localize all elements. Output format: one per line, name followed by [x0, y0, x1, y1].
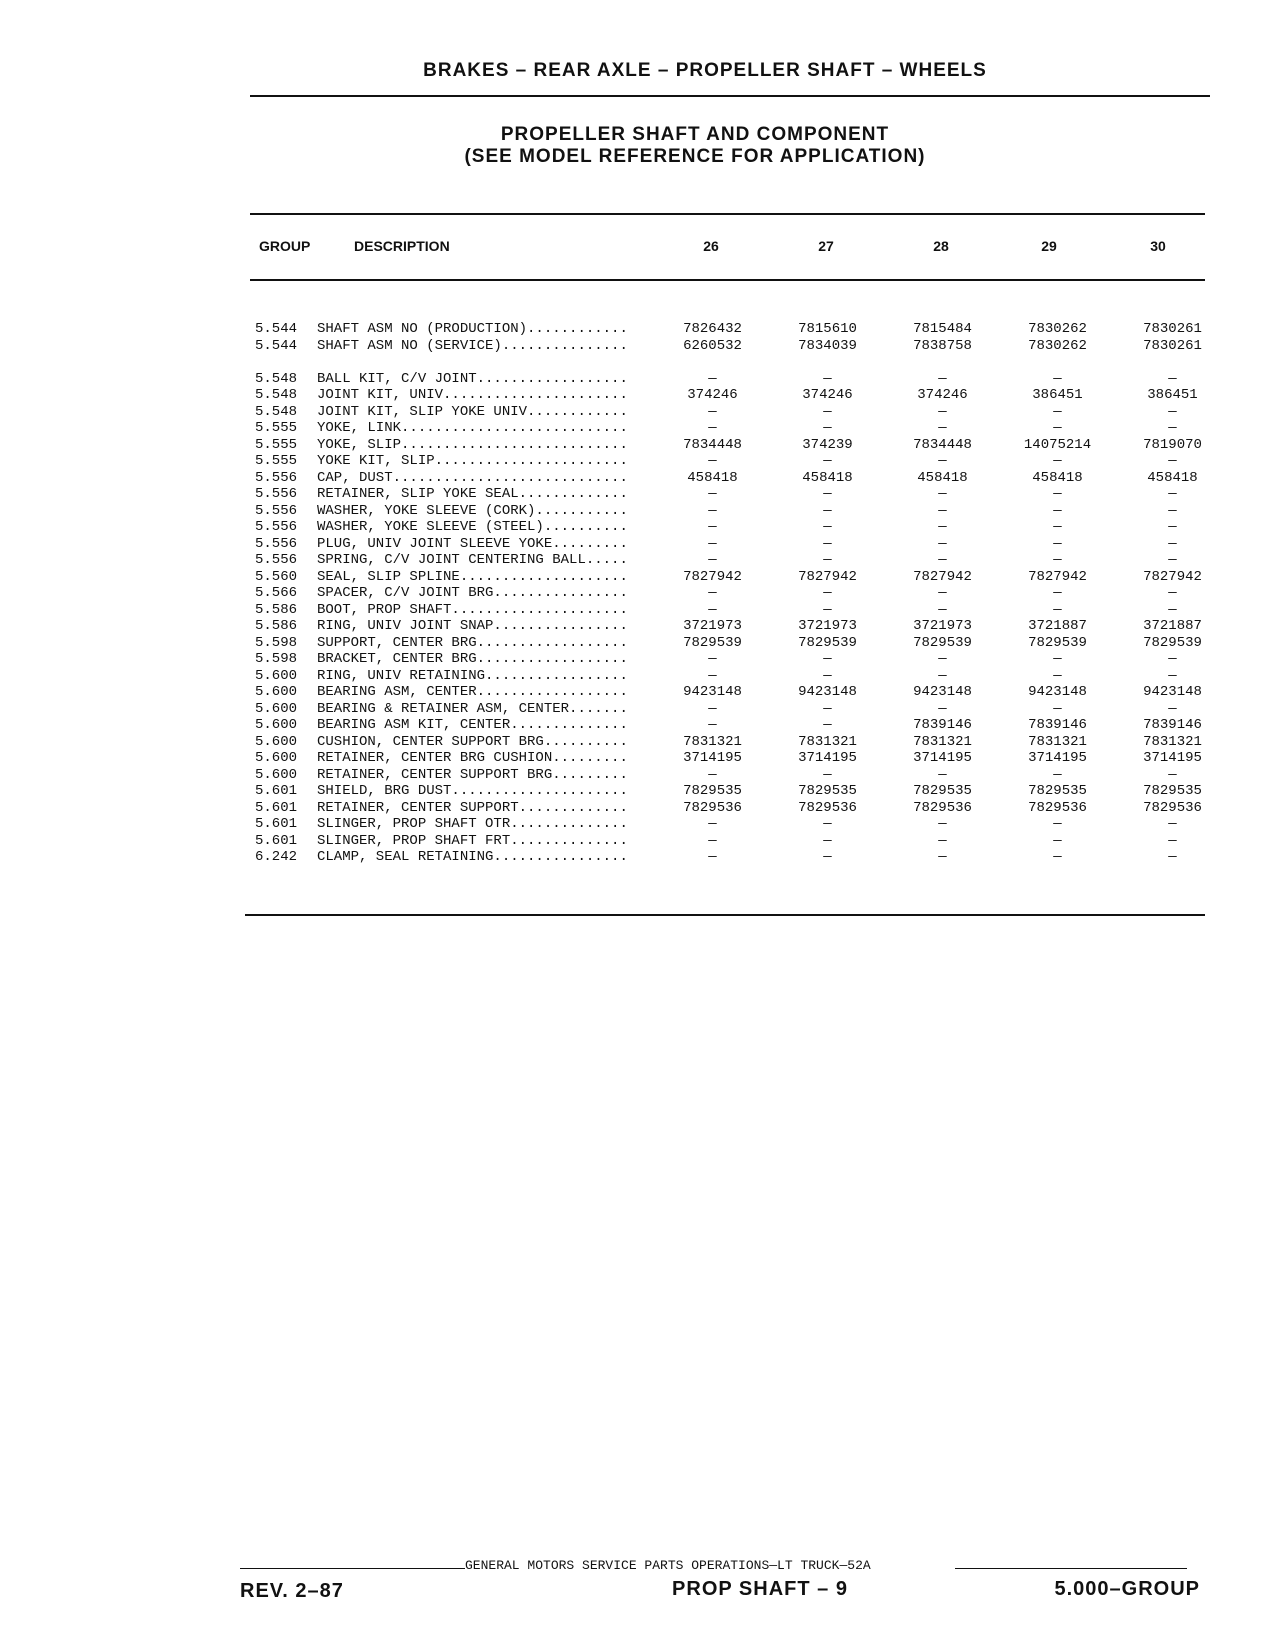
part-number-cell-model-29: —	[1053, 535, 1062, 552]
part-number-cell-model-29: —	[1053, 667, 1062, 684]
part-number-cell-model-29: —	[1053, 601, 1062, 618]
description-cell: SEAL, SLIP SPLINE....................	[317, 568, 628, 585]
part-number-cell-model-28: —	[938, 453, 947, 469]
part-number-cell-model-28: —	[938, 766, 947, 783]
part-number-cell-model-26: —	[708, 601, 717, 618]
group-cell: 5.566	[255, 585, 298, 601]
table-header-top-rule	[250, 213, 1205, 215]
part-number-cell-model-26: 6260532	[683, 337, 742, 354]
part-number-cell-model-30: —	[1168, 370, 1177, 387]
part-number-cell-model-30: —	[1168, 651, 1177, 667]
part-number-cell-model-28: 374246	[917, 387, 968, 403]
description-cell: YOKE, LINK...........................	[317, 420, 628, 436]
group-cell: 5.556	[255, 519, 298, 535]
part-number-cell-model-29: 7839146	[1028, 717, 1087, 733]
part-number-cell-model-27: 3721973	[798, 618, 857, 634]
part-number-cell-model-29: —	[1053, 832, 1062, 849]
part-number-cell-model-27: 7829539	[798, 634, 857, 651]
table-row	[255, 717, 1230, 734]
part-number-cell-model-28: —	[938, 519, 947, 535]
description-cell: SLINGER, PROP SHAFT FRT..............	[317, 832, 628, 849]
group-cell: 5.600	[255, 717, 298, 733]
table-row	[255, 536, 1230, 553]
table-row	[255, 486, 1230, 503]
column-header-model-26: 26	[703, 238, 719, 254]
description-cell: CUSHION, CENTER SUPPORT BRG..........	[317, 733, 628, 750]
part-number-cell-model-26: 3721973	[683, 618, 742, 634]
part-number-cell-model-27: —	[823, 502, 832, 519]
description-cell: WASHER, YOKE SLEEVE (CORK)...........	[317, 502, 628, 519]
part-number-cell-model-29: —	[1053, 651, 1062, 667]
part-number-cell-model-27: —	[823, 552, 832, 568]
part-number-cell-model-29: —	[1053, 420, 1062, 436]
description-cell: RETAINER, CENTER BRG CUSHION.........	[317, 750, 628, 766]
part-number-cell-model-30: —	[1168, 832, 1177, 849]
group-cell: 5.555	[255, 436, 298, 453]
part-number-cell-model-28: —	[938, 832, 947, 849]
part-number-cell-model-26: —	[708, 403, 717, 420]
description-cell: CAP, DUST............................	[317, 469, 628, 486]
column-header-model-29: 29	[1041, 238, 1057, 254]
part-number-cell-model-29: 7830262	[1028, 321, 1087, 337]
part-number-cell-model-29: 7830262	[1028, 337, 1087, 354]
table-row	[255, 783, 1230, 800]
table-bottom-rule	[245, 914, 1205, 916]
part-number-cell-model-26: 374246	[687, 387, 738, 403]
description-cell: BEARING & RETAINER ASM, CENTER.......	[317, 700, 628, 717]
part-number-cell-model-28: 3721973	[913, 618, 972, 634]
part-number-cell-model-26: 458418	[687, 469, 738, 486]
table-row	[255, 519, 1230, 536]
part-number-cell-model-28: 7829535	[913, 783, 972, 799]
part-number-cell-model-26: —	[708, 420, 717, 436]
part-number-cell-model-27: —	[823, 370, 832, 387]
group-cell: 5.601	[255, 799, 298, 816]
part-number-cell-model-29: —	[1053, 816, 1062, 832]
footer-group: 5.000–GROUP	[1054, 1578, 1200, 1600]
part-number-cell-model-26: —	[708, 667, 717, 684]
table-row	[255, 684, 1230, 701]
description-cell: BEARING ASM KIT, CENTER..............	[317, 717, 628, 733]
description-cell: RETAINER, SLIP YOKE SEAL.............	[317, 486, 628, 502]
description-cell: YOKE, SLIP...........................	[317, 436, 628, 453]
spacer-cell	[255, 354, 1230, 371]
part-number-cell-model-26: —	[708, 700, 717, 717]
group-cell: 5.548	[255, 403, 298, 420]
part-number-cell-model-27: 7815610	[798, 321, 857, 337]
part-number-cell-model-30: —	[1168, 667, 1177, 684]
part-number-cell-model-28: —	[938, 585, 947, 601]
description-cell: RING, UNIV JOINT SNAP................	[317, 618, 628, 634]
part-number-cell-model-27: 7829536	[798, 799, 857, 816]
part-number-cell-model-27: —	[823, 535, 832, 552]
part-number-cell-model-27: —	[823, 453, 832, 469]
part-number-cell-model-30: 3714195	[1143, 750, 1202, 766]
footer-page-number: PROP SHAFT – 9	[672, 1578, 848, 1600]
footer-operations-line: GENERAL MOTORS SERVICE PARTS OPERATIONS—LT TRUCK—52A	[465, 1558, 871, 1573]
part-number-cell-model-30: —	[1168, 486, 1177, 502]
part-number-cell-model-29: 7831321	[1028, 733, 1087, 750]
group-cell: 5.556	[255, 535, 298, 552]
column-header-description: DESCRIPTION	[354, 238, 450, 254]
group-cell: 5.601	[255, 832, 298, 849]
part-number-cell-model-28: —	[938, 370, 947, 387]
part-number-cell-model-30: —	[1168, 453, 1177, 469]
description-cell: SHAFT ASM NO (PRODUCTION)............	[317, 321, 628, 337]
part-number-cell-model-29: —	[1053, 849, 1062, 865]
part-number-cell-model-27: 7831321	[798, 733, 857, 750]
part-number-cell-model-30: 7827942	[1143, 568, 1202, 585]
table-row	[255, 816, 1230, 833]
part-number-cell-model-29: —	[1053, 585, 1062, 601]
group-cell: 5.555	[255, 420, 298, 436]
table-row	[255, 767, 1230, 784]
table-row	[255, 371, 1230, 388]
table-title-line-1: PROPELLER SHAFT AND COMPONENT	[500, 124, 890, 145]
section-title: BRAKES – REAR AXLE – PROPELLER SHAFT – WHEELS	[423, 60, 987, 81]
column-header-group: GROUP	[259, 238, 311, 254]
part-number-cell-model-26: —	[708, 519, 717, 535]
group-cell: 5.600	[255, 667, 298, 684]
part-number-cell-model-30: 7819070	[1143, 436, 1202, 453]
part-number-cell-model-27: —	[823, 519, 832, 535]
group-cell: 5.556	[255, 486, 298, 502]
group-cell: 5.600	[255, 684, 298, 700]
part-number-cell-model-26: 9423148	[683, 684, 742, 700]
part-number-cell-model-28: —	[938, 552, 947, 568]
group-cell: 5.601	[255, 783, 298, 799]
part-number-cell-model-28: 458418	[917, 469, 968, 486]
group-cell: 5.555	[255, 453, 298, 469]
part-number-cell-model-27: —	[823, 849, 832, 865]
description-cell: SHAFT ASM NO (SERVICE)...............	[317, 337, 628, 354]
part-number-cell-model-26: —	[708, 816, 717, 832]
part-number-cell-model-28: —	[938, 651, 947, 667]
description-cell: SHIELD, BRG DUST.....................	[317, 783, 628, 799]
description-cell: BRACKET, CENTER BRG..................	[317, 651, 628, 667]
description-cell: SPRING, C/V JOINT CENTERING BALL.....	[317, 552, 628, 568]
part-number-cell-model-30: —	[1168, 766, 1177, 783]
part-number-cell-model-30: 3721887	[1143, 618, 1202, 634]
part-number-cell-model-26: —	[708, 766, 717, 783]
part-number-cell-model-26: —	[708, 535, 717, 552]
part-number-cell-model-26: —	[708, 832, 717, 849]
table-row	[255, 453, 1230, 470]
table-row	[255, 701, 1230, 718]
description-cell: JOINT KIT, SLIP YOKE UNIV............	[317, 403, 628, 420]
table-title	[250, 124, 1140, 168]
part-number-cell-model-28: 7839146	[913, 717, 972, 733]
part-number-cell-model-30: —	[1168, 519, 1177, 535]
table-row	[255, 569, 1230, 586]
table-title-line-2: (SEE MODEL REFERENCE FOR APPLICATION)	[464, 146, 926, 167]
part-number-cell-model-30: 7830261	[1143, 337, 1202, 354]
part-number-cell-model-30: 7829536	[1143, 799, 1202, 816]
part-number-cell-model-30: 7830261	[1143, 321, 1202, 337]
part-number-cell-model-29: 7829535	[1028, 783, 1087, 799]
part-number-cell-model-29: —	[1053, 403, 1062, 420]
group-cell: 5.600	[255, 733, 298, 750]
part-number-cell-model-27: 374239	[802, 436, 853, 453]
footer-revision: REV. 2–87	[240, 1580, 344, 1602]
part-number-cell-model-27: 374246	[802, 387, 853, 403]
group-cell: 5.544	[255, 321, 298, 337]
part-number-cell-model-27: 9423148	[798, 684, 857, 700]
part-number-cell-model-27: —	[823, 486, 832, 502]
table-row	[255, 668, 1230, 685]
part-number-cell-model-27: —	[823, 700, 832, 717]
section-title-rule	[250, 95, 1210, 97]
description-cell: BOOT, PROP SHAFT.....................	[317, 601, 628, 618]
part-number-cell-model-28: —	[938, 816, 947, 832]
part-number-cell-model-28: —	[938, 403, 947, 420]
table-row	[255, 651, 1230, 668]
group-cell: 5.544	[255, 337, 298, 354]
group-cell: 5.601	[255, 816, 298, 832]
part-number-cell-model-28: —	[938, 420, 947, 436]
group-cell: 5.600	[255, 766, 298, 783]
part-number-cell-model-26: —	[708, 502, 717, 519]
part-number-cell-model-27: —	[823, 832, 832, 849]
table-row	[255, 552, 1230, 569]
part-number-cell-model-27: 7827942	[798, 568, 857, 585]
description-cell: RETAINER, CENTER SUPPORT BRG.........	[317, 766, 628, 783]
part-number-cell-model-28: —	[938, 849, 947, 865]
table-row	[255, 833, 1230, 850]
description-cell: JOINT KIT, UNIV......................	[317, 387, 628, 403]
table-row	[255, 618, 1230, 635]
table-row	[255, 585, 1230, 602]
description-cell: RETAINER, CENTER SUPPORT.............	[317, 799, 628, 816]
description-cell: BEARING ASM, CENTER..................	[317, 684, 628, 700]
footer-rule-right	[955, 1568, 1187, 1569]
part-number-cell-model-26: —	[708, 651, 717, 667]
group-cell: 5.560	[255, 568, 298, 585]
table-row	[255, 602, 1230, 619]
part-number-cell-model-29: —	[1053, 766, 1062, 783]
part-number-cell-model-30: 7839146	[1143, 717, 1202, 733]
part-number-cell-model-29: —	[1053, 370, 1062, 387]
part-number-cell-model-29: 7827942	[1028, 568, 1087, 585]
description-cell: PLUG, UNIV JOINT SLEEVE YOKE.........	[317, 535, 628, 552]
table-row	[255, 338, 1230, 355]
parts-table	[255, 321, 1230, 866]
part-number-cell-model-29: 14075214	[1023, 436, 1092, 453]
table-row	[255, 470, 1230, 487]
part-number-cell-model-26: —	[708, 552, 717, 568]
group-cell: 5.600	[255, 750, 298, 766]
part-number-cell-model-30: —	[1168, 601, 1177, 618]
part-number-cell-model-29: —	[1053, 700, 1062, 717]
part-number-cell-model-27: —	[823, 667, 832, 684]
description-cell: SUPPORT, CENTER BRG..................	[317, 634, 628, 651]
part-number-cell-model-30: —	[1168, 420, 1177, 436]
part-number-cell-model-30: 458418	[1147, 469, 1198, 486]
part-number-cell-model-30: 7829535	[1143, 783, 1202, 799]
part-number-cell-model-30: —	[1168, 700, 1177, 717]
table-spacer-row	[255, 354, 1230, 371]
group-cell: 5.556	[255, 552, 298, 568]
description-cell: YOKE KIT, SLIP.......................	[317, 453, 628, 469]
part-number-cell-model-30: —	[1168, 585, 1177, 601]
part-number-cell-model-28: 3714195	[913, 750, 972, 766]
table-row	[255, 437, 1230, 454]
part-number-cell-model-26: 7829535	[683, 783, 742, 799]
part-number-cell-model-29: 386451	[1032, 387, 1083, 403]
table-row	[255, 800, 1230, 817]
part-number-cell-model-30: —	[1168, 849, 1177, 865]
group-cell: 5.556	[255, 502, 298, 519]
part-number-cell-model-28: —	[938, 667, 947, 684]
part-number-cell-model-30: —	[1168, 403, 1177, 420]
group-cell: 5.548	[255, 370, 298, 387]
part-number-cell-model-29: 7829539	[1028, 634, 1087, 651]
table-row	[255, 849, 1230, 866]
part-number-cell-model-27: 7834039	[798, 337, 857, 354]
part-number-cell-model-26: —	[708, 486, 717, 502]
part-number-cell-model-26: —	[708, 585, 717, 601]
part-number-cell-model-30: 7831321	[1143, 733, 1202, 750]
part-number-cell-model-27: —	[823, 585, 832, 601]
group-cell: 5.598	[255, 634, 298, 651]
group-cell: 5.556	[255, 469, 298, 486]
part-number-cell-model-29: —	[1053, 453, 1062, 469]
table-row	[255, 750, 1230, 767]
part-number-cell-model-30: —	[1168, 502, 1177, 519]
part-number-cell-model-26: —	[708, 849, 717, 865]
part-number-cell-model-26: 3714195	[683, 750, 742, 766]
part-number-cell-model-28: —	[938, 601, 947, 618]
part-number-cell-model-27: —	[823, 816, 832, 832]
part-number-cell-model-26: 7829539	[683, 634, 742, 651]
part-number-cell-model-28: 7834448	[913, 436, 972, 453]
description-cell: WASHER, YOKE SLEEVE (STEEL)..........	[317, 519, 628, 535]
part-number-cell-model-26: 7831321	[683, 733, 742, 750]
part-number-cell-model-27: —	[823, 766, 832, 783]
part-number-cell-model-27: —	[823, 651, 832, 667]
part-number-cell-model-29: —	[1053, 552, 1062, 568]
part-number-cell-model-26: 7829536	[683, 799, 742, 816]
part-number-cell-model-26: —	[708, 717, 717, 733]
table-row	[255, 635, 1230, 652]
group-cell: 5.586	[255, 601, 298, 618]
part-number-cell-model-28: —	[938, 486, 947, 502]
part-number-cell-model-29: 3714195	[1028, 750, 1087, 766]
part-number-cell-model-28: 7827942	[913, 568, 972, 585]
part-number-cell-model-26: 7826432	[683, 321, 742, 337]
description-cell: RING, UNIV RETAINING.................	[317, 667, 628, 684]
part-number-cell-model-26: 7834448	[683, 436, 742, 453]
table-row	[255, 404, 1230, 421]
table-header-bottom-rule	[250, 279, 1205, 281]
part-number-cell-model-27: —	[823, 420, 832, 436]
column-header-model-27: 27	[818, 238, 834, 254]
part-number-cell-model-26: 7827942	[683, 568, 742, 585]
part-number-cell-model-27: 3714195	[798, 750, 857, 766]
part-number-cell-model-30: —	[1168, 552, 1177, 568]
group-cell: 5.548	[255, 387, 298, 403]
part-number-cell-model-29: 458418	[1032, 469, 1083, 486]
part-number-cell-model-26: —	[708, 370, 717, 387]
part-number-cell-model-27: 458418	[802, 469, 853, 486]
part-number-cell-model-29: 7829536	[1028, 799, 1087, 816]
part-number-cell-model-29: —	[1053, 502, 1062, 519]
parts-table-body	[255, 321, 1230, 866]
footer-rule-left	[240, 1568, 465, 1569]
part-number-cell-model-30: 9423148	[1143, 684, 1202, 700]
part-number-cell-model-26: —	[708, 453, 717, 469]
part-number-cell-model-28: 7829539	[913, 634, 972, 651]
group-cell: 5.600	[255, 700, 298, 717]
part-number-cell-model-30: 7829539	[1143, 634, 1202, 651]
part-number-cell-model-29: 9423148	[1028, 684, 1087, 700]
description-cell: SLINGER, PROP SHAFT OTR..............	[317, 816, 628, 832]
group-cell: 5.586	[255, 618, 298, 634]
part-number-cell-model-28: 9423148	[913, 684, 972, 700]
table-row	[255, 734, 1230, 751]
table-row	[255, 321, 1230, 338]
table-row	[255, 420, 1230, 437]
table-row	[255, 503, 1230, 520]
column-header-model-28: 28	[933, 238, 949, 254]
part-number-cell-model-30: —	[1168, 535, 1177, 552]
column-header-model-30: 30	[1150, 238, 1166, 254]
part-number-cell-model-28: —	[938, 502, 947, 519]
part-number-cell-model-28: 7838758	[913, 337, 972, 354]
part-number-cell-model-28: 7815484	[913, 321, 972, 337]
part-number-cell-model-29: —	[1053, 486, 1062, 502]
group-cell: 5.598	[255, 651, 298, 667]
description-cell: BALL KIT, C/V JOINT..................	[317, 370, 628, 387]
part-number-cell-model-28: —	[938, 700, 947, 717]
part-number-cell-model-29: —	[1053, 519, 1062, 535]
part-number-cell-model-28: —	[938, 535, 947, 552]
description-cell: CLAMP, SEAL RETAINING................	[317, 849, 628, 865]
part-number-cell-model-29: 3721887	[1028, 618, 1087, 634]
part-number-cell-model-30: 386451	[1147, 387, 1198, 403]
description-cell: SPACER, C/V JOINT BRG................	[317, 585, 628, 601]
part-number-cell-model-27: —	[823, 403, 832, 420]
part-number-cell-model-28: 7831321	[913, 733, 972, 750]
part-number-cell-model-28: 7829536	[913, 799, 972, 816]
part-number-cell-model-27: —	[823, 601, 832, 618]
part-number-cell-model-27: 7829535	[798, 783, 857, 799]
table-row	[255, 387, 1230, 404]
group-cell: 6.242	[255, 849, 298, 865]
part-number-cell-model-30: —	[1168, 816, 1177, 832]
part-number-cell-model-27: —	[823, 717, 832, 733]
